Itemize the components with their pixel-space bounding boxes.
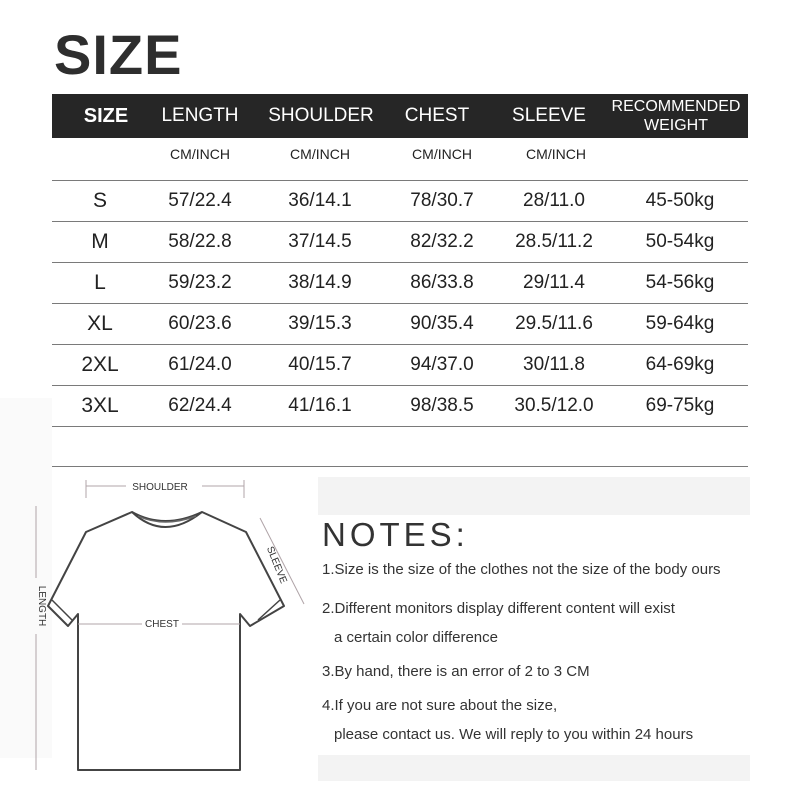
chest-cell: 94/37.0 <box>410 354 474 375</box>
chest-cell: 78/30.7 <box>410 190 474 211</box>
chest-cell: 86/33.8 <box>410 272 474 293</box>
header-recommended-weight <box>604 94 748 138</box>
notes-footer-panel <box>318 755 750 781</box>
header-recommended-line1: RECOMMENDED <box>611 98 741 115</box>
unit-length: CM/INCH <box>170 146 230 162</box>
note-2: 2.Different monitors display different content will exist <box>322 600 675 617</box>
tshirt-measurement-diagram <box>14 478 314 778</box>
length-cell: 62/24.4 <box>168 395 232 416</box>
table-row <box>52 262 748 303</box>
units-row <box>52 146 748 170</box>
unit-shoulder: CM/INCH <box>290 146 350 162</box>
size-cell: 2XL <box>81 353 119 376</box>
sleeve-cell: 28.5/11.2 <box>515 231 593 252</box>
weight-cell: 50-54kg <box>645 231 715 252</box>
note-4: 4.If you are not sure about the size, <box>322 697 558 714</box>
sleeve-cell: 30/11.8 <box>523 354 585 375</box>
length-cell: 60/23.6 <box>168 313 232 334</box>
shoulder-label: SHOULDER <box>132 482 188 493</box>
shoulder-cell: 39/15.3 <box>288 313 352 334</box>
shoulder-cell: 37/14.5 <box>288 231 352 252</box>
length-cell: 59/23.2 <box>168 272 232 293</box>
note-3: 3.By hand, there is an error of 2 to 3 CM <box>322 663 590 680</box>
size-cell: S <box>92 189 107 212</box>
chest-cell: 90/35.4 <box>410 313 474 334</box>
table-row <box>52 303 748 344</box>
length-cell: 61/24.0 <box>168 354 232 375</box>
note-4-continued: please contact us. We will reply to you within 24 hours <box>334 726 694 743</box>
sleeve-cell: 30.5/12.0 <box>514 395 594 416</box>
note-1: 1.Size is the size of the clothes not the size of the body ours <box>322 561 721 578</box>
table-row <box>52 221 748 262</box>
size-cell: XL <box>87 312 113 335</box>
sleeve-cell: 29/11.4 <box>523 272 585 293</box>
sleeve-cell: 29.5/11.6 <box>515 313 593 334</box>
notes-title: NOTES: <box>322 516 469 553</box>
header-shoulder: SHOULDER <box>268 105 374 126</box>
table-row <box>52 180 748 221</box>
table-divider <box>52 426 748 427</box>
weight-cell: 59-64kg <box>645 313 715 334</box>
size-cell: L <box>94 271 106 294</box>
size-cell: M <box>91 230 109 253</box>
chest-label: CHEST <box>145 619 179 630</box>
chest-cell: 82/32.2 <box>410 231 474 252</box>
weight-cell: 69-75kg <box>645 395 715 416</box>
header-length: LENGTH <box>161 105 239 126</box>
notes-header-panel <box>318 477 750 515</box>
unit-chest: CM/INCH <box>412 146 472 162</box>
table-header <box>52 94 748 138</box>
table-row <box>52 344 748 385</box>
table-row <box>52 385 748 426</box>
length-cell: 58/22.8 <box>168 231 232 252</box>
weight-cell: 45-50kg <box>645 190 715 211</box>
tshirt-outline <box>48 512 284 770</box>
header-sleeve: SLEEVE <box>512 105 586 126</box>
sleeve-cell: 28/11.0 <box>523 190 585 211</box>
table-bottom-line <box>52 466 748 467</box>
shoulder-cell: 41/16.1 <box>288 395 352 416</box>
chest-cell: 98/38.5 <box>410 395 474 416</box>
shoulder-cell: 40/15.7 <box>288 354 352 375</box>
page-title: SIZE <box>54 23 183 86</box>
unit-sleeve: CM/INCH <box>526 146 586 162</box>
shoulder-cell: 36/14.1 <box>288 190 352 211</box>
size-cell: 3XL <box>81 394 119 417</box>
shoulder-cell: 38/14.9 <box>288 272 352 293</box>
length-cell: 57/22.4 <box>168 190 232 211</box>
length-label: LENGTH <box>36 585 47 627</box>
sleeve-label: SLEEVE <box>263 544 289 586</box>
header-chest: CHEST <box>404 105 470 126</box>
note-2-continued: a certain color difference <box>334 629 498 646</box>
weight-cell: 54-56kg <box>645 272 715 293</box>
header-size: SIZE <box>83 105 129 127</box>
weight-cell: 64-69kg <box>645 354 715 375</box>
header-recommended-line2: WEIGHT <box>644 117 708 134</box>
